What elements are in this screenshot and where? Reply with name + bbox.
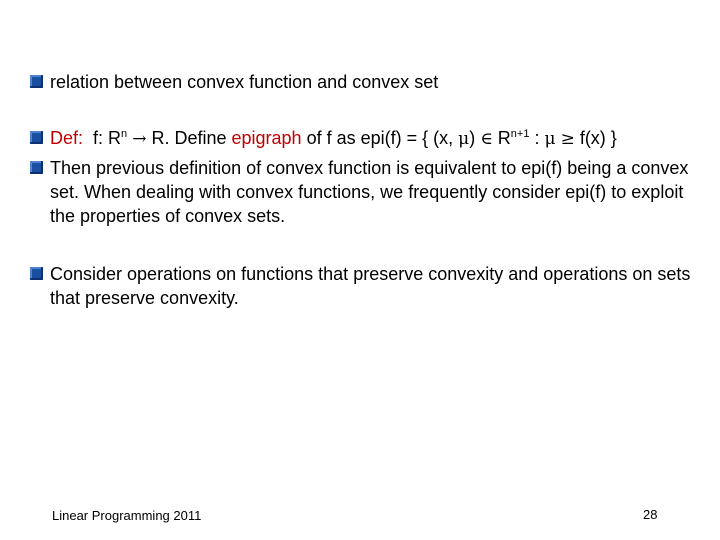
superscript-n: n (121, 128, 128, 140)
epigraph-term: epigraph (231, 128, 302, 148)
bullet-item-equivalence (30, 156, 710, 228)
real-space-r: R (497, 128, 511, 148)
bullet-text-relation: relation between convex function and convex set (50, 72, 439, 92)
page-number: 28 (643, 507, 658, 522)
def-text-tail: f(x) } (574, 128, 617, 148)
bullet-text-equivalence: Then previous definition of convex function is equivalent to epi(f) being a convex set. When dealing with convex functions, we frequently consider epi(f) to exploit the properties of convex sets. (50, 158, 689, 226)
bullet-text-operations: Consider operations on functions that preserve convexity and operations on sets that preserve convexity. (50, 264, 691, 308)
footer-course: Linear Programming 2011 (52, 508, 202, 523)
def-label: Def: (50, 128, 84, 148)
function-domain: f: R (93, 128, 122, 148)
mu-symbol: μ (458, 129, 470, 149)
bullet-item-relation (30, 70, 710, 94)
arrow-symbol: → (132, 129, 147, 149)
def-text-c: ) (469, 128, 481, 148)
mu-symbol-2: μ (544, 129, 556, 149)
def-text-b: of f as epi(f) = { (x, (301, 128, 459, 148)
square-bullet-icon (30, 267, 43, 280)
square-bullet-icon (30, 75, 43, 88)
element-of-symbol: ∈ (480, 129, 493, 149)
square-bullet-icon (30, 161, 43, 174)
bullet-item-definition (30, 126, 710, 151)
square-bullet-icon (30, 131, 43, 144)
bullet-item-operations (30, 262, 710, 310)
def-text-a: R. Define (151, 128, 232, 148)
geq-symbol: ≥ (560, 129, 575, 149)
def-text-colon: : (529, 128, 545, 148)
superscript-n-plus-1: n+1 (510, 128, 530, 140)
bullet-text-definition (50, 126, 710, 151)
